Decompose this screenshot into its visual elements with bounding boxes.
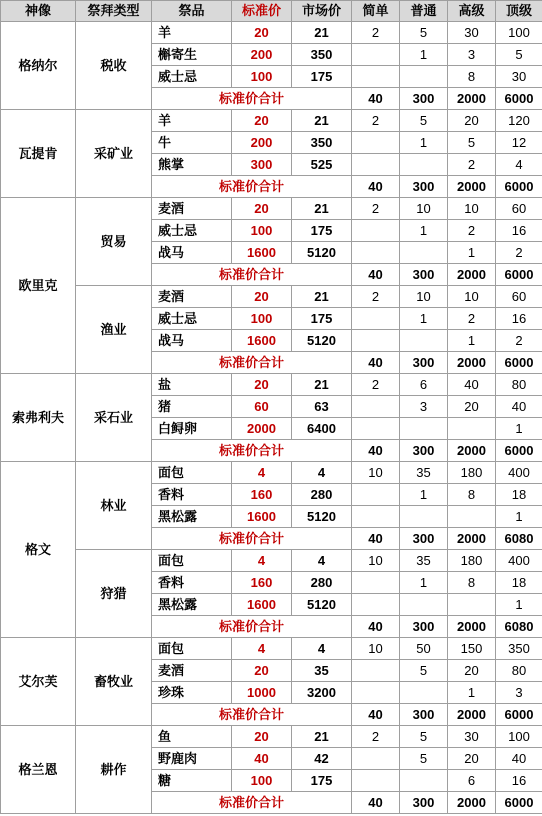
offering-item: 战马: [152, 330, 232, 352]
normal-qty: 1: [400, 44, 448, 66]
standard-price: 100: [232, 220, 292, 242]
hard-total: 2000: [448, 88, 496, 110]
top-qty: 1: [496, 506, 542, 528]
offering-item: 威士忌: [152, 308, 232, 330]
market-price: 21: [292, 110, 352, 132]
hard-qty: 8: [448, 572, 496, 594]
standard-price: 60: [232, 396, 292, 418]
worship-type: 贸易: [76, 198, 152, 286]
table-row: [1, 286, 542, 308]
top-qty: 400: [496, 462, 542, 484]
standard-price: 100: [232, 308, 292, 330]
hard-qty: 20: [448, 110, 496, 132]
top-qty: 3: [496, 682, 542, 704]
normal-qty: 1: [400, 572, 448, 594]
easy-qty: 2: [352, 198, 400, 220]
hard-qty: 2: [448, 220, 496, 242]
normal-qty: [400, 770, 448, 792]
normal-qty: 5: [400, 22, 448, 44]
total-label: 标准价合计: [152, 176, 352, 198]
hard-qty: 150: [448, 638, 496, 660]
normal-total: 300: [400, 616, 448, 638]
market-price: 175: [292, 220, 352, 242]
normal-qty: 1: [400, 220, 448, 242]
standard-price: 160: [232, 484, 292, 506]
easy-total: 40: [352, 704, 400, 726]
top-total: 6000: [496, 176, 542, 198]
top-total: 6080: [496, 528, 542, 550]
standard-price: 1000: [232, 682, 292, 704]
header-market-price: 市场价: [292, 1, 352, 22]
header-god: 神像: [1, 1, 76, 22]
top-qty: 16: [496, 220, 542, 242]
hard-qty: 10: [448, 198, 496, 220]
total-label: 标准价合计: [152, 792, 352, 814]
top-qty: 40: [496, 396, 542, 418]
normal-total: 300: [400, 792, 448, 814]
table-row: [1, 726, 542, 748]
hard-qty: 2: [448, 154, 496, 176]
hard-qty: 180: [448, 550, 496, 572]
easy-qty: [352, 330, 400, 352]
hard-qty: 180: [448, 462, 496, 484]
offering-item: 威士忌: [152, 66, 232, 88]
worship-type: 耕作: [76, 726, 152, 814]
top-qty: 2: [496, 242, 542, 264]
standard-price: 200: [232, 132, 292, 154]
hard-total: 2000: [448, 528, 496, 550]
top-qty: 18: [496, 572, 542, 594]
easy-qty: [352, 748, 400, 770]
normal-qty: [400, 154, 448, 176]
worship-type: 税收: [76, 22, 152, 110]
easy-total: 40: [352, 352, 400, 374]
easy-total: 40: [352, 616, 400, 638]
market-price: 21: [292, 22, 352, 44]
standard-price: 300: [232, 154, 292, 176]
top-qty: 80: [496, 660, 542, 682]
header-standard-price: 标准价: [232, 1, 292, 22]
hard-total: 2000: [448, 792, 496, 814]
top-qty: 4: [496, 154, 542, 176]
easy-qty: [352, 484, 400, 506]
total-label: 标准价合计: [152, 440, 352, 462]
market-price: 280: [292, 572, 352, 594]
easy-qty: [352, 594, 400, 616]
header-top: 顶级: [496, 1, 542, 22]
normal-qty: 5: [400, 110, 448, 132]
standard-price: 20: [232, 660, 292, 682]
header-easy: 简单: [352, 1, 400, 22]
top-total: 6000: [496, 88, 542, 110]
standard-price: 20: [232, 198, 292, 220]
header-offering: 祭品: [152, 1, 232, 22]
normal-qty: 5: [400, 748, 448, 770]
top-qty: 16: [496, 770, 542, 792]
offering-item: 猪: [152, 396, 232, 418]
offering-item: 麦酒: [152, 660, 232, 682]
hard-total: 2000: [448, 264, 496, 286]
market-price: 5120: [292, 330, 352, 352]
top-qty: 40: [496, 748, 542, 770]
top-qty: 100: [496, 726, 542, 748]
top-qty: 80: [496, 374, 542, 396]
total-label: 标准价合计: [152, 528, 352, 550]
top-total: 6000: [496, 352, 542, 374]
hard-total: 2000: [448, 176, 496, 198]
total-label: 标准价合计: [152, 704, 352, 726]
worship-type: 畜牧业: [76, 638, 152, 726]
market-price: 63: [292, 396, 352, 418]
offering-item: 麦酒: [152, 286, 232, 308]
hard-qty: 3: [448, 44, 496, 66]
worship-type: 狩猎: [76, 550, 152, 638]
market-price: 525: [292, 154, 352, 176]
easy-qty: 2: [352, 726, 400, 748]
normal-qty: [400, 330, 448, 352]
top-qty: 60: [496, 198, 542, 220]
normal-qty: [400, 66, 448, 88]
easy-qty: 10: [352, 638, 400, 660]
normal-qty: [400, 682, 448, 704]
hard-qty: 40: [448, 374, 496, 396]
god-name: 索弗利夫: [1, 374, 76, 462]
top-qty: 30: [496, 66, 542, 88]
standard-price: 20: [232, 374, 292, 396]
standard-price: 4: [232, 550, 292, 572]
market-price: 21: [292, 726, 352, 748]
easy-qty: [352, 220, 400, 242]
normal-total: 300: [400, 704, 448, 726]
hard-qty: 30: [448, 726, 496, 748]
normal-qty: 10: [400, 198, 448, 220]
market-price: 5120: [292, 506, 352, 528]
normal-qty: [400, 506, 448, 528]
market-price: 21: [292, 374, 352, 396]
table-row: [1, 110, 542, 132]
hard-qty: [448, 506, 496, 528]
top-qty: 120: [496, 110, 542, 132]
standard-price: 100: [232, 66, 292, 88]
top-total: 6000: [496, 264, 542, 286]
hard-qty: 2: [448, 308, 496, 330]
offering-item: 黑松露: [152, 594, 232, 616]
normal-qty: 6: [400, 374, 448, 396]
easy-qty: [352, 242, 400, 264]
easy-qty: [352, 660, 400, 682]
easy-qty: [352, 154, 400, 176]
header-worship-type: 祭拜类型: [76, 1, 152, 22]
offering-item: 盐: [152, 374, 232, 396]
easy-qty: 2: [352, 374, 400, 396]
market-price: 4: [292, 550, 352, 572]
standard-price: 1600: [232, 506, 292, 528]
offering-item: 黑松露: [152, 506, 232, 528]
market-price: 4: [292, 638, 352, 660]
hard-qty: 1: [448, 330, 496, 352]
offering-item: 珍珠: [152, 682, 232, 704]
god-name: 格兰恩: [1, 726, 76, 814]
table-row: [1, 462, 542, 484]
total-label: 标准价合计: [152, 88, 352, 110]
easy-qty: 2: [352, 110, 400, 132]
hard-total: 2000: [448, 616, 496, 638]
top-total: 6000: [496, 704, 542, 726]
worship-type: 采矿业: [76, 110, 152, 198]
header-row: [1, 1, 542, 22]
top-total: 6000: [496, 440, 542, 462]
offering-item: 糖: [152, 770, 232, 792]
standard-price: 1600: [232, 330, 292, 352]
market-price: 3200: [292, 682, 352, 704]
easy-total: 40: [352, 176, 400, 198]
hard-qty: 8: [448, 66, 496, 88]
standard-price: 2000: [232, 418, 292, 440]
hard-qty: 6: [448, 770, 496, 792]
total-label: 标准价合计: [152, 264, 352, 286]
normal-qty: 1: [400, 484, 448, 506]
market-price: 6400: [292, 418, 352, 440]
hard-qty: 20: [448, 660, 496, 682]
market-price: 21: [292, 198, 352, 220]
market-price: 175: [292, 308, 352, 330]
offering-item: 牛: [152, 132, 232, 154]
table-row: [1, 374, 542, 396]
offering-item: 羊: [152, 22, 232, 44]
standard-price: 20: [232, 726, 292, 748]
normal-total: 300: [400, 352, 448, 374]
hard-qty: 1: [448, 242, 496, 264]
easy-qty: [352, 418, 400, 440]
easy-qty: 2: [352, 22, 400, 44]
hard-total: 2000: [448, 352, 496, 374]
hard-qty: 20: [448, 396, 496, 418]
top-qty: 1: [496, 594, 542, 616]
table-row: [1, 198, 542, 220]
top-qty: 350: [496, 638, 542, 660]
standard-price: 20: [232, 286, 292, 308]
hard-qty: 20: [448, 748, 496, 770]
top-qty: 5: [496, 44, 542, 66]
offering-item: 熊掌: [152, 154, 232, 176]
god-name: 瓦提肯: [1, 110, 76, 198]
market-price: 5120: [292, 594, 352, 616]
offering-item: 香料: [152, 572, 232, 594]
standard-price: 1600: [232, 594, 292, 616]
hard-qty: 1: [448, 682, 496, 704]
top-qty: 60: [496, 286, 542, 308]
header-normal: 普通: [400, 1, 448, 22]
hard-qty: 30: [448, 22, 496, 44]
normal-qty: 1: [400, 132, 448, 154]
worship-type: 林业: [76, 462, 152, 550]
header-hard: 高级: [448, 1, 496, 22]
normal-qty: 5: [400, 660, 448, 682]
easy-qty: [352, 572, 400, 594]
easy-qty: [352, 44, 400, 66]
standard-price: 20: [232, 22, 292, 44]
market-price: 350: [292, 44, 352, 66]
table-row: [1, 550, 542, 572]
hard-qty: [448, 594, 496, 616]
normal-qty: [400, 418, 448, 440]
easy-qty: 10: [352, 550, 400, 572]
top-qty: 100: [496, 22, 542, 44]
easy-qty: 2: [352, 286, 400, 308]
offering-item: 香料: [152, 484, 232, 506]
offering-item: 面包: [152, 638, 232, 660]
top-total: 6080: [496, 616, 542, 638]
offering-item: 战马: [152, 242, 232, 264]
total-label: 标准价合计: [152, 616, 352, 638]
easy-total: 40: [352, 264, 400, 286]
standard-price: 4: [232, 638, 292, 660]
market-price: 4: [292, 462, 352, 484]
normal-qty: 1: [400, 308, 448, 330]
normal-qty: [400, 594, 448, 616]
easy-qty: [352, 308, 400, 330]
standard-price: 4: [232, 462, 292, 484]
normal-total: 300: [400, 176, 448, 198]
normal-qty: 10: [400, 286, 448, 308]
market-price: 350: [292, 132, 352, 154]
worship-type: 渔业: [76, 286, 152, 374]
normal-total: 300: [400, 88, 448, 110]
normal-qty: [400, 242, 448, 264]
standard-price: 1600: [232, 242, 292, 264]
easy-qty: [352, 396, 400, 418]
standard-price: 20: [232, 110, 292, 132]
offering-item: 白鲟卵: [152, 418, 232, 440]
market-price: 5120: [292, 242, 352, 264]
offering-item: 羊: [152, 110, 232, 132]
easy-qty: [352, 770, 400, 792]
hard-total: 2000: [448, 704, 496, 726]
hard-total: 2000: [448, 440, 496, 462]
god-name: 欧里克: [1, 198, 76, 374]
top-qty: 16: [496, 308, 542, 330]
offering-item: 槲寄生: [152, 44, 232, 66]
standard-price: 200: [232, 44, 292, 66]
normal-qty: 35: [400, 550, 448, 572]
hard-qty: 8: [448, 484, 496, 506]
worship-type: 采石业: [76, 374, 152, 462]
market-price: 175: [292, 66, 352, 88]
offering-item: 面包: [152, 550, 232, 572]
offering-item: 野鹿肉: [152, 748, 232, 770]
market-price: 175: [292, 770, 352, 792]
standard-price: 40: [232, 748, 292, 770]
easy-total: 40: [352, 792, 400, 814]
god-name: 艾尔芙: [1, 638, 76, 726]
standard-price: 160: [232, 572, 292, 594]
hard-qty: [448, 418, 496, 440]
top-qty: 1: [496, 418, 542, 440]
offering-item: 麦酒: [152, 198, 232, 220]
top-qty: 18: [496, 484, 542, 506]
market-price: 280: [292, 484, 352, 506]
table-row: [1, 22, 542, 44]
table-row: [1, 638, 542, 660]
normal-total: 300: [400, 440, 448, 462]
normal-qty: 35: [400, 462, 448, 484]
normal-total: 300: [400, 264, 448, 286]
normal-total: 300: [400, 528, 448, 550]
normal-qty: 3: [400, 396, 448, 418]
easy-qty: [352, 682, 400, 704]
easy-qty: [352, 132, 400, 154]
easy-qty: [352, 66, 400, 88]
easy-total: 40: [352, 440, 400, 462]
top-total: 6000: [496, 792, 542, 814]
offering-item: 鱼: [152, 726, 232, 748]
total-label: 标准价合计: [152, 352, 352, 374]
top-qty: 400: [496, 550, 542, 572]
market-price: 42: [292, 748, 352, 770]
normal-qty: 5: [400, 726, 448, 748]
hard-qty: 10: [448, 286, 496, 308]
god-name: 格文: [1, 462, 76, 638]
standard-price: 100: [232, 770, 292, 792]
god-name: 格纳尔: [1, 22, 76, 110]
offering-item: 威士忌: [152, 220, 232, 242]
top-qty: 12: [496, 132, 542, 154]
offering-item: 面包: [152, 462, 232, 484]
market-price: 21: [292, 286, 352, 308]
easy-total: 40: [352, 528, 400, 550]
hard-qty: 5: [448, 132, 496, 154]
easy-qty: 10: [352, 462, 400, 484]
easy-qty: [352, 506, 400, 528]
top-qty: 2: [496, 330, 542, 352]
normal-qty: 50: [400, 638, 448, 660]
market-price: 35: [292, 660, 352, 682]
easy-total: 40: [352, 88, 400, 110]
